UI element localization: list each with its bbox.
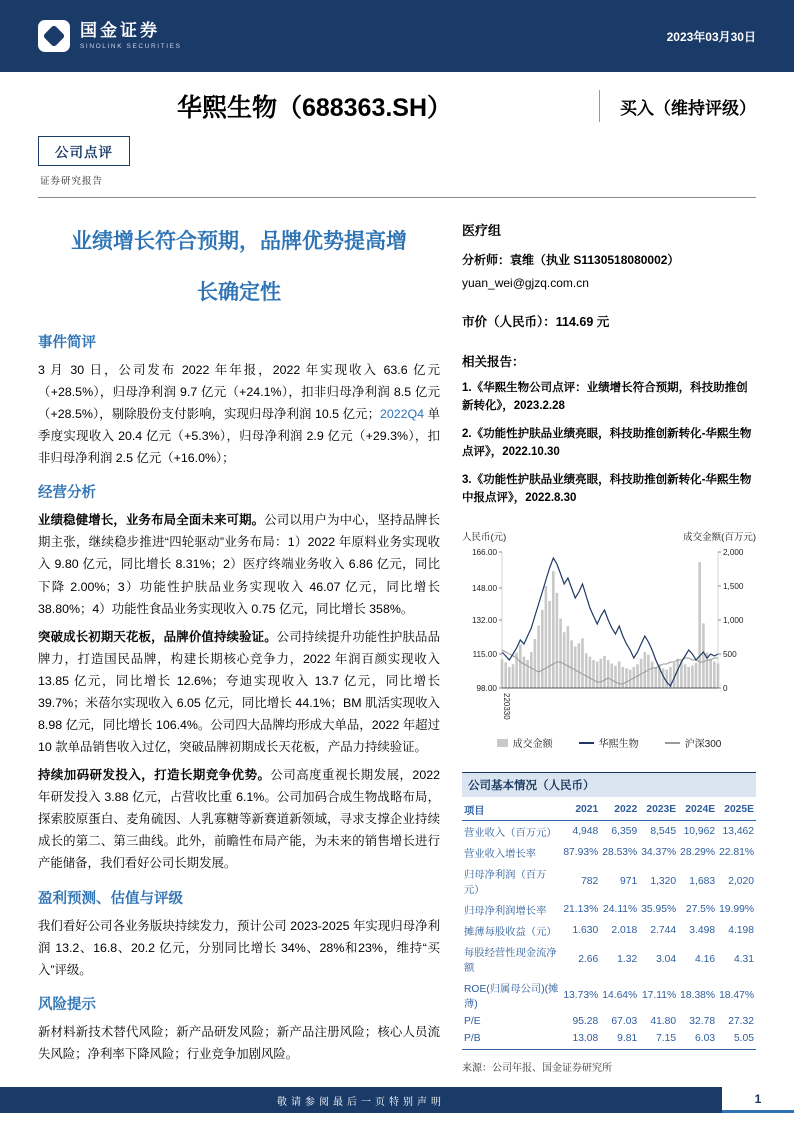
column-header: 2023E [639, 799, 678, 821]
text-run-accent: 2022Q4 [379, 407, 425, 422]
cell-value: 18.38% [680, 989, 716, 1001]
cell-value: 2.66 [578, 953, 599, 965]
text-run: 我们看好公司各业务版块持续发力，预计公司 2023-2025 年实现归母净利润 13.2、16.8、20.2 亿元，分别同比增长 34%、28%和23%，维持“买入”评级。 [38, 918, 440, 977]
table-source-note: 来源：公司年报、国金证券研究所 [462, 1063, 612, 1075]
cell-value: 3.04 [656, 953, 677, 965]
column-header: 2022 [600, 799, 639, 821]
price-volume-chart [462, 544, 754, 730]
report-date: 2023年03月30日 [666, 29, 756, 44]
text-run: 公司高度重视长期发展，2022 年研发投入 3.88 亿元，占营收比重 6.1%。公司加码合成生物战略布局，探索胶原蛋白、麦角硫因、人乳寡糖等新赛道新领域，寻求支撑企业持续成长的第二、第三曲线。此外，前瞻性布局产能，为未来的销售增长进行产能储备，我们看好公司长期发展。 [38, 768, 440, 871]
cell-value: 21.13% [563, 904, 599, 916]
cell-value: 6.03 [678, 1030, 717, 1050]
brand-name: 国金证券 [80, 20, 160, 40]
table-row [462, 920, 756, 941]
cell-value: 7.15 [639, 1030, 678, 1050]
column-header: 2021 [561, 799, 600, 821]
cell-value: 17.11% [641, 989, 677, 1001]
cell-value: 3.498 [689, 925, 716, 937]
fin-table [462, 799, 756, 1050]
paragraph [38, 764, 440, 874]
related-reports-title: 相关报告： [462, 355, 525, 369]
report-type-box: 公司点评 [38, 136, 130, 166]
top-bar [0, 0, 794, 72]
article-title-line2: 长确定性 [197, 281, 281, 305]
cell-value: 4.16 [695, 953, 716, 965]
svg-text:220330: 220330 [502, 693, 511, 721]
cell-value: 32.78 [689, 1016, 716, 1028]
page-footer [0, 1087, 794, 1113]
cell-value: 6,359 [611, 826, 638, 838]
text-run: 公司持续提升功能性护肤品品牌力，打造国民品牌，构建长期核心竞争力，2022 年润百颜实现收入 13.85 亿元，同比增长 12.6%；夸迪实现收入 13.7 亿元，同比增长 39.7%；米蓓尔实现收入 6.05 亿元，同比增长 44.1%；BM 肌活实现收入 8.98 亿元，同比增长 106.4%。公司四大品牌均形成大单品，2022 年超过 10 款单品销售收入过亿，突破品牌初期成长天花板，产品力持续验证。 [38, 629, 441, 755]
cell-value: 18.47% [719, 989, 754, 1001]
cell-value: 95.28 [572, 1016, 599, 1028]
text-run: 新材料新技术替代风险；新产品研发风险；新产品注册风险；核心人员流失风险；净利率下降风险；行业竞争加剧风险。 [38, 1024, 440, 1061]
paragraph [38, 626, 440, 758]
svg-text:132.00: 132.00 [471, 616, 497, 626]
row-label: 归母净利润增长率 [464, 906, 547, 918]
paragraph [38, 1021, 440, 1065]
cell-value: 1,683 [689, 875, 716, 887]
chart-right-axis-title: 成交金额(百万元) [683, 532, 756, 544]
main-content [0, 198, 794, 1074]
index-legend-swatch-icon [665, 742, 680, 744]
cell-value: 10,962 [683, 826, 716, 838]
table-row [462, 1013, 756, 1030]
cell-value: 1.630 [572, 925, 599, 937]
text-run-bold: 业绩稳健增长，业务布局全面未来可期。 [38, 513, 265, 528]
cell-value: 41.80 [650, 1016, 677, 1028]
paragraph [38, 359, 440, 469]
cell-value: 27.32 [728, 1016, 754, 1028]
section-heading: 盈利预测、估值与评级 [38, 890, 183, 907]
svg-text:98.00: 98.00 [476, 684, 497, 694]
row-label: ROE(归属母公司)(摊薄) [464, 984, 559, 1011]
paragraph [38, 915, 440, 981]
page-number: 1 [754, 1091, 762, 1106]
cell-value: 19.99% [719, 904, 754, 916]
table-row [462, 863, 756, 899]
row-label: 归母净利润（百万元） [464, 870, 547, 897]
cell-value: 971 [620, 875, 638, 887]
cell-value: 28.53% [602, 847, 638, 859]
sidebar-column [462, 198, 756, 1074]
row-label: 营业收入增长率 [464, 849, 537, 861]
fin-table-body [462, 821, 756, 1050]
row-label: 每股经营性现金流净额 [464, 948, 557, 975]
cell-value: 4,948 [572, 826, 599, 838]
svg-text:500: 500 [723, 650, 737, 660]
related-report-link[interactable]: 2.《功能性护肤品业绩亮眼，科技助推创新转化-华熙生物点评》，2022.10.30 [462, 427, 752, 459]
svg-text:2,000: 2,000 [723, 548, 744, 558]
analyst-name: 分析师：袁维（执业 S1130518080002） [462, 253, 680, 267]
text-run: 3 月 30 日，公司发布 2022 年年报，2022 年实现收入 63.6 亿元（+28.5%），归母净利润 9.7 亿元（+24.1%），扣非归母净利润 8.5 亿元（+28.5%），剔除股份支付影响，实现归母净利润 10.5 亿元； [38, 362, 440, 422]
cell-value: 27.5% [685, 904, 716, 916]
article-title-line1: 业绩增长符合预期，品牌优势提高增 [71, 230, 407, 253]
table-row [462, 941, 756, 977]
text-run: 单季度实现收入 20.4 亿元（+5.3%），归母净利润 2.9 亿元（+29.3%），扣非归母净利润 2.5 亿元（+16.0%）； [38, 407, 440, 466]
cell-value: 4.31 [733, 953, 754, 965]
cell-value: 13.08 [561, 1030, 600, 1050]
cell-value: 4.198 [728, 925, 754, 937]
row-label: 营业收入（百万元） [464, 828, 557, 840]
cell-value: 13,462 [722, 826, 754, 838]
brand-subtitle: SINOLINK SECURITIES [80, 43, 182, 51]
row-label: P/B [462, 1030, 561, 1050]
cell-value: 28.29% [680, 847, 716, 859]
cell-value: 2.744 [650, 925, 677, 937]
cell-value: 782 [581, 875, 599, 887]
related-report-link[interactable]: 3.《功能性护肤品业绩亮眼，科技助推创新转化-华熙生物中报点评》，2022.8.30 [462, 473, 752, 504]
cell-value: 87.93% [563, 847, 599, 859]
masthead [0, 72, 794, 124]
cell-value: 5.05 [717, 1030, 756, 1050]
cell-value: 22.81% [719, 847, 754, 859]
footer-disclaimer: 敬请参阅最后一页特别声明 [277, 1096, 445, 1108]
related-reports-list [462, 379, 756, 507]
section-event-brief [38, 331, 440, 469]
price-legend-swatch-icon [579, 742, 594, 744]
current-price: 市价（人民币）：114.69 元 [462, 315, 610, 329]
article-column [38, 198, 440, 1074]
cell-value: 14.64% [602, 989, 638, 1001]
text-run-bold: 突破成长初期天花板，品牌价值持续验证。 [38, 629, 277, 644]
article-title [38, 216, 440, 319]
column-header: 2025E [717, 799, 756, 821]
price-volume-chart-block [462, 529, 756, 750]
chart-legend [462, 735, 756, 750]
legend-label-index: 沪深300 [684, 739, 722, 751]
report-series-label: 证券研究报告 [40, 176, 104, 187]
cell-value: 34.37% [641, 847, 677, 859]
table-row [462, 1030, 756, 1050]
section-operation-analysis [38, 481, 440, 874]
fin-table-head-row [462, 799, 756, 821]
sinolink-logo-icon [38, 20, 70, 52]
cell-value: 2.018 [611, 925, 638, 937]
cell-value: 24.11% [603, 904, 638, 916]
text-run: 公司以用户为中心，坚持品牌长期主张，继续稳步推进“四轮驱动”业务布局：1）2022 年原料业务实现收入 9.80 亿元，同比增长 8.31%；2）医疗终端业务收入 6.86 亿元，同比下降 2.00%；3）功能性护肤品业务实现收入 46.07 亿元，同比增长 38.80%；4）功能性食品业务实现收入 0.75 亿元，同比增长 358%。 [38, 513, 441, 616]
fin-table-title: 公司基本情况（人民币） [462, 772, 756, 797]
brand-block [38, 20, 182, 52]
svg-text:148.00: 148.00 [471, 584, 497, 594]
table-row [462, 899, 756, 920]
svg-text:1,500: 1,500 [723, 582, 744, 592]
svg-text:0: 0 [723, 684, 728, 694]
table-row [462, 842, 756, 863]
section-heading: 事件简评 [38, 334, 96, 351]
cell-value: 8,545 [650, 826, 677, 838]
cell-value: 2,020 [728, 875, 754, 887]
table-row [462, 821, 756, 843]
row-label: P/E [464, 1016, 481, 1028]
cell-value: 9.81 [600, 1030, 639, 1050]
section-heading: 经营分析 [38, 485, 96, 502]
cell-value: 35.95% [641, 904, 677, 916]
svg-text:1,000: 1,000 [723, 616, 744, 626]
table-row [462, 977, 756, 1013]
research-team-label: 医疗组 [462, 223, 502, 238]
cell-value: 13.73% [563, 989, 599, 1001]
cell-value: 1,320 [650, 875, 677, 887]
cell-value: 67.03 [611, 1016, 638, 1028]
row-label: 摊薄每股收益（元） [464, 927, 557, 939]
section-risk-warning [38, 993, 440, 1065]
rating-badge: 买入（维持评级） [599, 90, 756, 122]
related-report-link[interactable]: 1.《华熙生物公司点评：业绩增长符合预期，科技助推创新转化》，2023.2.28 [462, 382, 748, 413]
legend-label-stock: 华熙生物 [598, 739, 639, 751]
svg-text:166.00: 166.00 [471, 548, 497, 558]
cell-value: 1.32 [617, 953, 638, 965]
section-heading: 风险提示 [38, 996, 96, 1013]
analyst-email-link[interactable]: yuan_wei@gjzq.com.cn [462, 276, 589, 290]
chart-left-axis-title: 人民币(元) [462, 532, 507, 544]
column-header: 项目 [462, 799, 561, 821]
svg-text:115.00: 115.00 [472, 650, 497, 660]
volume-legend-swatch-icon [497, 739, 508, 747]
stock-title: 华熙生物（688363.SH） [176, 94, 453, 122]
legend-label-volume: 成交金额 [512, 739, 553, 751]
column-header: 2024E [678, 799, 717, 821]
section-forecast-valuation [38, 887, 440, 981]
text-run-bold: 持续加码研发投入，打造长期竞争优势。 [38, 768, 271, 783]
paragraph [38, 509, 440, 619]
